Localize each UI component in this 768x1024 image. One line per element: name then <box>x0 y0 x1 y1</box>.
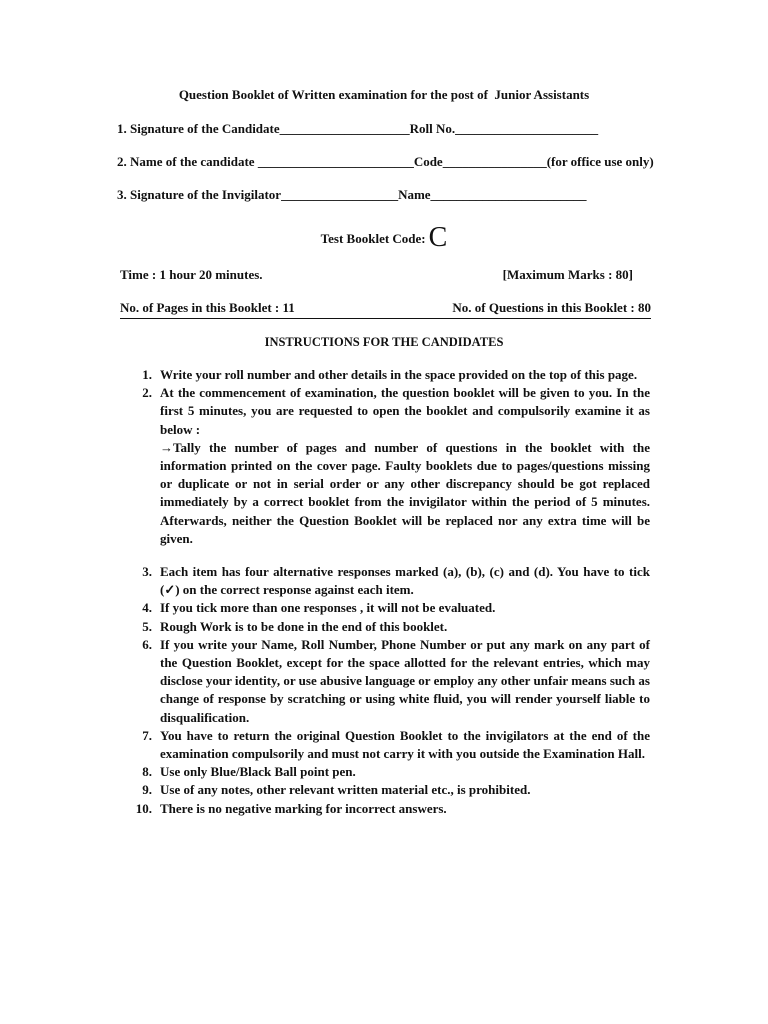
instruction-number: 4. <box>142 600 152 616</box>
instruction-item <box>130 781 650 799</box>
instruction-item <box>130 618 650 636</box>
booklet-code-value: C <box>428 222 448 253</box>
instruction-item <box>130 366 650 384</box>
instruction-item <box>130 599 650 617</box>
instruction-item <box>130 636 650 727</box>
instruction-text: If you write your Name, Roll Number, Phone Number or put any mark on any part of the Question Booklet, except for the space allotted for the relevant entries, which may disclose your identity, or use abusive language or employ any other unfair means such as change of response by scratching or using white fluid, you will render yourself liable to disqualification. <box>160 636 650 725</box>
maximum-marks: [Maximum Marks : 80] <box>502 267 633 282</box>
pages-count: No. of Pages in this Booklet : 11 <box>120 300 295 315</box>
instruction-number: 8. <box>142 764 152 780</box>
instruction-text: Each item has four alternative responses marked (a), (b), (c) and (d). You have to tick (✓) on the correct response against each item. <box>160 564 650 598</box>
instruction-number: 6. <box>142 636 152 652</box>
instruction-number: 9. <box>142 782 152 798</box>
instruction-text: If you tick more than one responses , it will not be evaluated. <box>160 600 496 616</box>
instruction-item <box>130 384 650 548</box>
instruction-number: 7. <box>142 727 152 743</box>
instruction-number: 2. <box>142 385 152 401</box>
questions-count: No. of Questions in this Booklet : 80 <box>452 300 651 315</box>
instruction-text: There is no negative marking for incorrect answers. <box>160 800 447 816</box>
instruction-text: Write your roll number and other details in the space provided on the top of this page. <box>160 367 638 382</box>
candidate-name-field: 2. Name of the candidate ________________________Code________________(for office use only) <box>117 154 654 169</box>
instruction-item <box>130 563 650 599</box>
test-booklet-code <box>0 222 768 254</box>
instruction-item <box>130 763 650 781</box>
instruction-number: 3. <box>142 564 152 580</box>
instruction-item <box>130 800 650 818</box>
instruction-text: You have to return the original Question Booklet to the invigilators at the end of the examination compulsorily and must not carry it with you outside the Examination Hall. <box>160 727 650 762</box>
instructions-list <box>130 366 650 818</box>
instruction-number: 1. <box>142 367 152 382</box>
instruction-text: Use of any notes, other relevant written material etc., is prohibited. <box>160 782 531 798</box>
instruction-number: 5. <box>142 618 152 634</box>
instruction-text: At the commencement of examination, the question booklet will be given to you. In the first 5 minutes, you are requested to open the booklet and compulsorily examine it as below : <box>160 385 650 437</box>
instruction-item <box>130 727 650 763</box>
page-title: Question Booklet of Written examination for the post of Junior Assistants <box>178 87 590 102</box>
signature-invigilator-field: 3. Signature of the Invigilator__________________Name________________________ <box>117 187 587 202</box>
instruction-text: Use only Blue/Black Ball point pen. <box>160 764 356 780</box>
signature-candidate-field: 1. Signature of the Candidate____________________Roll No.______________________ <box>117 121 599 136</box>
instruction-subtext: →Tally the number of pages and number of questions in the booklet with the information printed on the cover page. Faulty booklets due to pages/questions missing or duplicate or not in serial order or any other discrepancy should be got replaced immediately by a correct booklet from the invigilator within the period of 5 minutes. Afterwards, neither the Question Booklet will be replaced nor any extra time will be given. <box>160 439 650 546</box>
instructions-heading: INSTRUCTIONS FOR THE CANDIDATES <box>264 335 504 349</box>
instruction-number: 10. <box>135 800 152 816</box>
instruction-text: Rough Work is to be done in the end of this booklet. <box>160 618 448 634</box>
booklet-code-label: Test Booklet Code: <box>320 231 426 246</box>
time-allowed: Time : 1 hour 20 minutes. <box>120 267 263 282</box>
pages-questions-row <box>120 300 651 319</box>
time-marks-row <box>120 267 651 283</box>
